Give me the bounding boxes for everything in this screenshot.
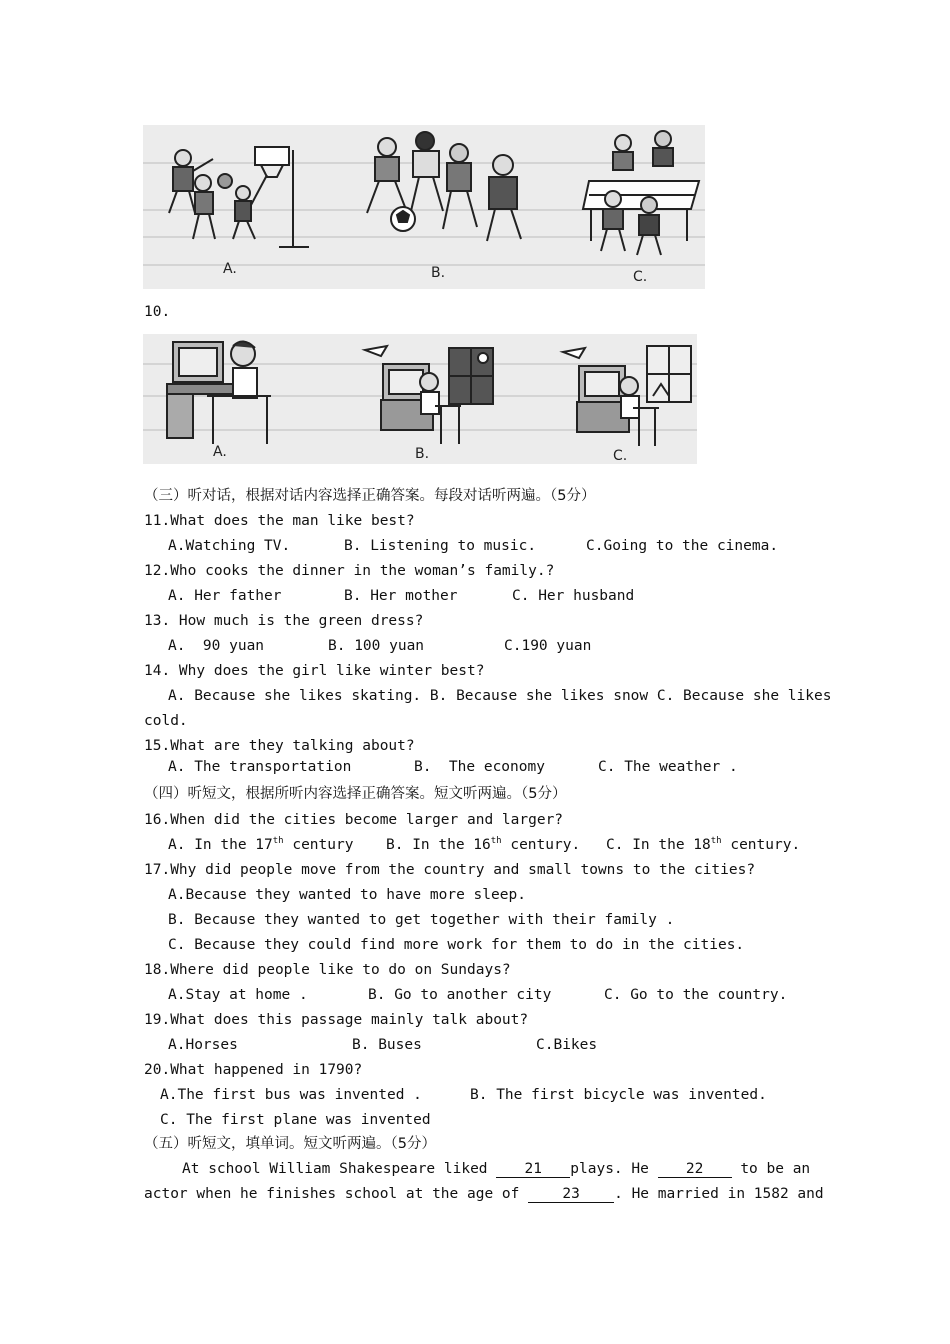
question-20-option-b: B. The first bicycle was invented. — [470, 1087, 767, 1103]
question-19-option-a: A.Horses — [168, 1037, 238, 1053]
cloze-text: plays. He — [570, 1161, 658, 1177]
cloze-text: . He married in 1582 and — [614, 1186, 824, 1202]
blank-23[interactable]: 23 — [528, 1186, 614, 1203]
question-16-option-b — [386, 835, 580, 855]
question-12-stem: 12.Who cooks the dinner in the woman’s family.? — [144, 563, 555, 579]
question-18-option-b: B. Go to another city — [368, 987, 552, 1003]
section-4-heading: （四）听短文，根据所听内容选择正确答案。短文听两遍。（5分） — [144, 786, 567, 802]
question-12-option-a: A. Her father — [168, 588, 282, 604]
blank-21[interactable]: 21 — [496, 1161, 570, 1178]
question-15-stem: 15.What are they talking about? — [144, 738, 415, 754]
picture-label-c: C. — [613, 448, 628, 464]
question-15-option-a: A. The transportation — [168, 759, 352, 775]
picture-label-b: B. — [431, 265, 446, 281]
question-17-option-b: B. Because they wanted to get together with their family . — [168, 912, 675, 928]
question-20-option-c: C. The first plane was invented — [160, 1112, 431, 1128]
question-15-option-b: B. The economy — [414, 759, 545, 775]
picture-label-a: A. — [213, 444, 227, 460]
option-c-text: C. In the 18 — [606, 837, 711, 853]
question-20-option-a: A.The first bus was invented . — [160, 1087, 422, 1103]
question-19-option-c: C.Bikes — [536, 1037, 598, 1053]
picture-label-c: C. — [633, 269, 648, 285]
question-13-option-a: A. 90 yuan — [168, 638, 265, 654]
question-13-stem: 13. How much is the green dress? — [144, 613, 424, 629]
question-17-option-c: C. Because they could find more work for them to do in the cities. — [168, 937, 745, 953]
question-17-stem: 17.Why did people move from the country and small towns to the cities? — [144, 862, 756, 878]
question-14-options: A. Because she likes skating. B. Because she likes snow C. Because she likes — [168, 688, 832, 704]
question-19-stem: 19.What does this passage mainly talk about? — [144, 1012, 529, 1028]
ordinal-suffix: th — [490, 836, 502, 846]
question-17-option-a: A.Because they wanted to have more sleep. — [168, 887, 526, 903]
option-c-suffix: century. — [721, 837, 801, 853]
cloze-text: At school William Shakespeare liked — [182, 1161, 497, 1177]
option-b-suffix: century. — [501, 837, 581, 853]
picture-label-a: A. — [223, 261, 237, 277]
question-18-option-a: A.Stay at home . — [168, 987, 308, 1003]
ordinal-suffix: th — [710, 836, 722, 846]
question-18-stem: 18.Where did people like to do on Sundays? — [144, 962, 511, 978]
picture-label-b: B. — [415, 446, 430, 462]
question-13-option-b: B. 100 yuan — [328, 638, 425, 654]
question-14-options-continued: cold. — [144, 713, 188, 729]
blank-22[interactable]: 22 — [658, 1161, 732, 1178]
question-20-stem: 20.What happened in 1790? — [144, 1062, 363, 1078]
question-15-option-c: C. The weather . — [598, 759, 738, 775]
cloze-text: to be an — [731, 1161, 811, 1177]
question-16-option-a — [168, 835, 353, 855]
option-a-text: A. In the 17 — [168, 837, 273, 853]
question-10-pictures — [143, 334, 697, 464]
question-14-stem: 14. Why does the girl like winter best? — [144, 663, 485, 679]
question-13-option-c: C.190 yuan — [504, 638, 592, 654]
question-19-option-b: B. Buses — [352, 1037, 422, 1053]
question-11-option-c: C.Going to the cinema. — [586, 538, 779, 554]
cloze-text: actor when he finishes school at the age of — [144, 1186, 529, 1202]
question-16-option-c — [606, 835, 800, 855]
question-9-pictures — [143, 125, 705, 289]
question-12-option-b: B. Her mother — [344, 588, 458, 604]
option-a-suffix: century — [283, 837, 354, 853]
cloze-line-2 — [144, 1184, 824, 1204]
question-10-number: 10. — [144, 304, 171, 320]
question-12-option-c: C. Her husband — [512, 588, 635, 604]
section-3-heading: （三）听对话，根据对话内容选择正确答案。每段对话听两遍。（5分） — [144, 488, 596, 504]
question-18-option-c: C. Go to the country. — [604, 987, 788, 1003]
ordinal-suffix: th — [272, 836, 284, 846]
question-11-stem: 11.What does the man like best? — [144, 513, 415, 529]
question-11-option-b: B. Listening to music. — [344, 538, 537, 554]
cloze-line-1 — [182, 1159, 810, 1179]
question-11-option-a: A.Watching TV. — [168, 538, 291, 554]
question-16-stem: 16.When did the cities become larger and larger? — [144, 812, 564, 828]
option-b-text: B. In the 16 — [386, 837, 491, 853]
section-5-heading: （五）听短文，填单词。短文听两遍。（5分） — [144, 1136, 436, 1152]
